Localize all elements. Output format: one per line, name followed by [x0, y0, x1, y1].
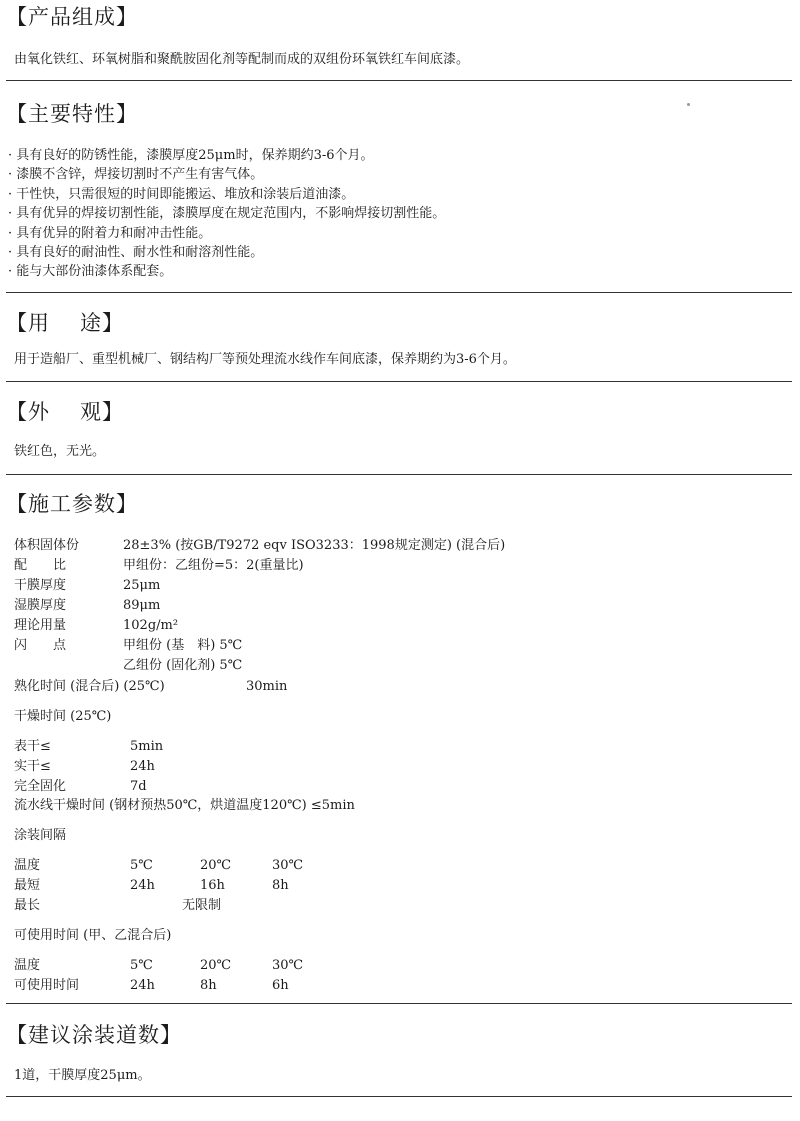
interval-temp-3: 30℃	[272, 858, 304, 873]
surface-dry-label: 表干≤	[14, 739, 51, 754]
divider	[6, 381, 792, 382]
section-title-appearance	[6, 399, 124, 425]
section-title-coats: 【建议涂装道数】	[6, 1023, 182, 1047]
potlife-temp-1: 5℃	[130, 958, 153, 973]
interval-min-1: 24h	[130, 878, 155, 893]
surface-dry-value: 5min	[130, 739, 164, 754]
hard-dry-value: 24h	[130, 759, 155, 774]
interval-title: 涂装间隔	[14, 828, 67, 843]
full-cure-label: 完全固化	[14, 779, 67, 794]
divider	[6, 1003, 792, 1004]
interval-min-3: 8h	[272, 878, 289, 893]
divider	[6, 292, 792, 293]
potlife-temp-3: 30℃	[272, 958, 304, 973]
potlife-value-3: 6h	[272, 978, 289, 993]
list-item: · 能与大部份油漆体系配套。	[8, 264, 173, 280]
divider	[6, 474, 792, 475]
coverage-value: 102g/m²	[123, 618, 179, 633]
coats-text: 1道，干膜厚度25μm。	[14, 1068, 151, 1083]
induction-label: 熟化时间 (混合后) (25℃)	[14, 679, 165, 694]
induction-value: 30min	[246, 679, 288, 694]
potlife-value-1: 24h	[130, 978, 155, 993]
interval-max-label: 最长	[14, 898, 41, 913]
full-cure-value: 7d	[130, 779, 147, 794]
list-item: · 干性快，只需很短的时间即能搬运、堆放和涂装后道油漆。	[8, 186, 355, 202]
potlife-temp-label: 温度	[14, 958, 41, 973]
list-item: · 具有优异的焊接切割性能，漆膜厚度在规定范围内，不影响焊接切割性能。	[8, 206, 446, 222]
section-title-features: 【主要特性】	[6, 102, 138, 126]
section-title-usage-right: 途】	[80, 311, 124, 335]
scan-speck	[687, 103, 690, 106]
section-title-appearance-left: 【外	[6, 400, 50, 424]
hard-dry-label: 实干≤	[14, 759, 51, 774]
usage-text: 用于造船厂、重型机械厂、钢结构厂等预处理流水线作车间底漆，保养期约为3-6个月。	[14, 352, 516, 367]
list-item: · 具有良好的耐油性、耐水性和耐溶剂性能。	[8, 244, 264, 260]
solids-label: 体积固体份	[14, 538, 80, 553]
list-item: · 具有良好的防锈性能，漆膜厚度25μm时，保养期约3-6个月。	[8, 148, 374, 163]
appearance-text: 铁红色，无光。	[14, 444, 106, 459]
list-item: · 具有优异的附着力和耐冲击性能。	[8, 225, 212, 241]
divider	[6, 1096, 792, 1097]
interval-temp-2: 20℃	[200, 858, 232, 873]
coverage-label: 理论用量	[14, 618, 67, 633]
interval-temp-1: 5℃	[130, 858, 153, 873]
interval-temp-label: 温度	[14, 858, 41, 873]
features-list	[8, 146, 445, 282]
wft-value: 89μm	[123, 598, 161, 613]
dft-label: 干膜厚度	[14, 578, 67, 593]
section-title-usage-left: 【用	[6, 311, 50, 335]
potlife-value-2: 8h	[200, 978, 217, 993]
flash-label: 闪 点	[14, 638, 67, 653]
section-title-construction: 【施工参数】	[6, 492, 138, 516]
interval-min-2: 16h	[200, 878, 225, 893]
flash-a-value: 甲组份 (基 料) 5℃	[123, 638, 243, 653]
ratio-value: 甲组份：乙组份=5：2(重量比)	[123, 558, 304, 573]
dft-value: 25μm	[123, 578, 161, 593]
section-title-usage	[6, 310, 124, 336]
list-item: · 漆膜不含锌，焊接切割时不产生有害气体。	[8, 167, 264, 183]
interval-max-value: 无限制	[182, 898, 222, 913]
potlife-title: 可使用时间 (甲、乙混合后)	[14, 928, 172, 943]
composition-text: 由氧化铁红、环氧树脂和聚酰胺固化剂等配制而成的双组份环氧铁红车间底漆。	[14, 52, 470, 67]
wft-label: 湿膜厚度	[14, 598, 67, 613]
drying-title: 干燥时间 (25℃)	[14, 709, 112, 724]
ratio-label: 配 比	[14, 558, 67, 573]
section-title-composition: 【产品组成】	[6, 5, 138, 29]
interval-min-label: 最短	[14, 878, 41, 893]
divider	[6, 80, 792, 81]
potlife-label: 可使用时间	[14, 978, 80, 993]
flash-b-value: 乙组份 (固化剂) 5℃	[123, 658, 243, 673]
solids-value: 28±3% (按GB/T9272 eqv ISO3233：1998规定测定) (混合后)	[123, 538, 506, 553]
potlife-temp-2: 20℃	[200, 958, 232, 973]
section-title-appearance-right: 观】	[80, 400, 124, 424]
line-dry-text: 流水线干燥时间 (钢材预热50℃，烘道温度120℃) ≤5min	[14, 798, 355, 813]
